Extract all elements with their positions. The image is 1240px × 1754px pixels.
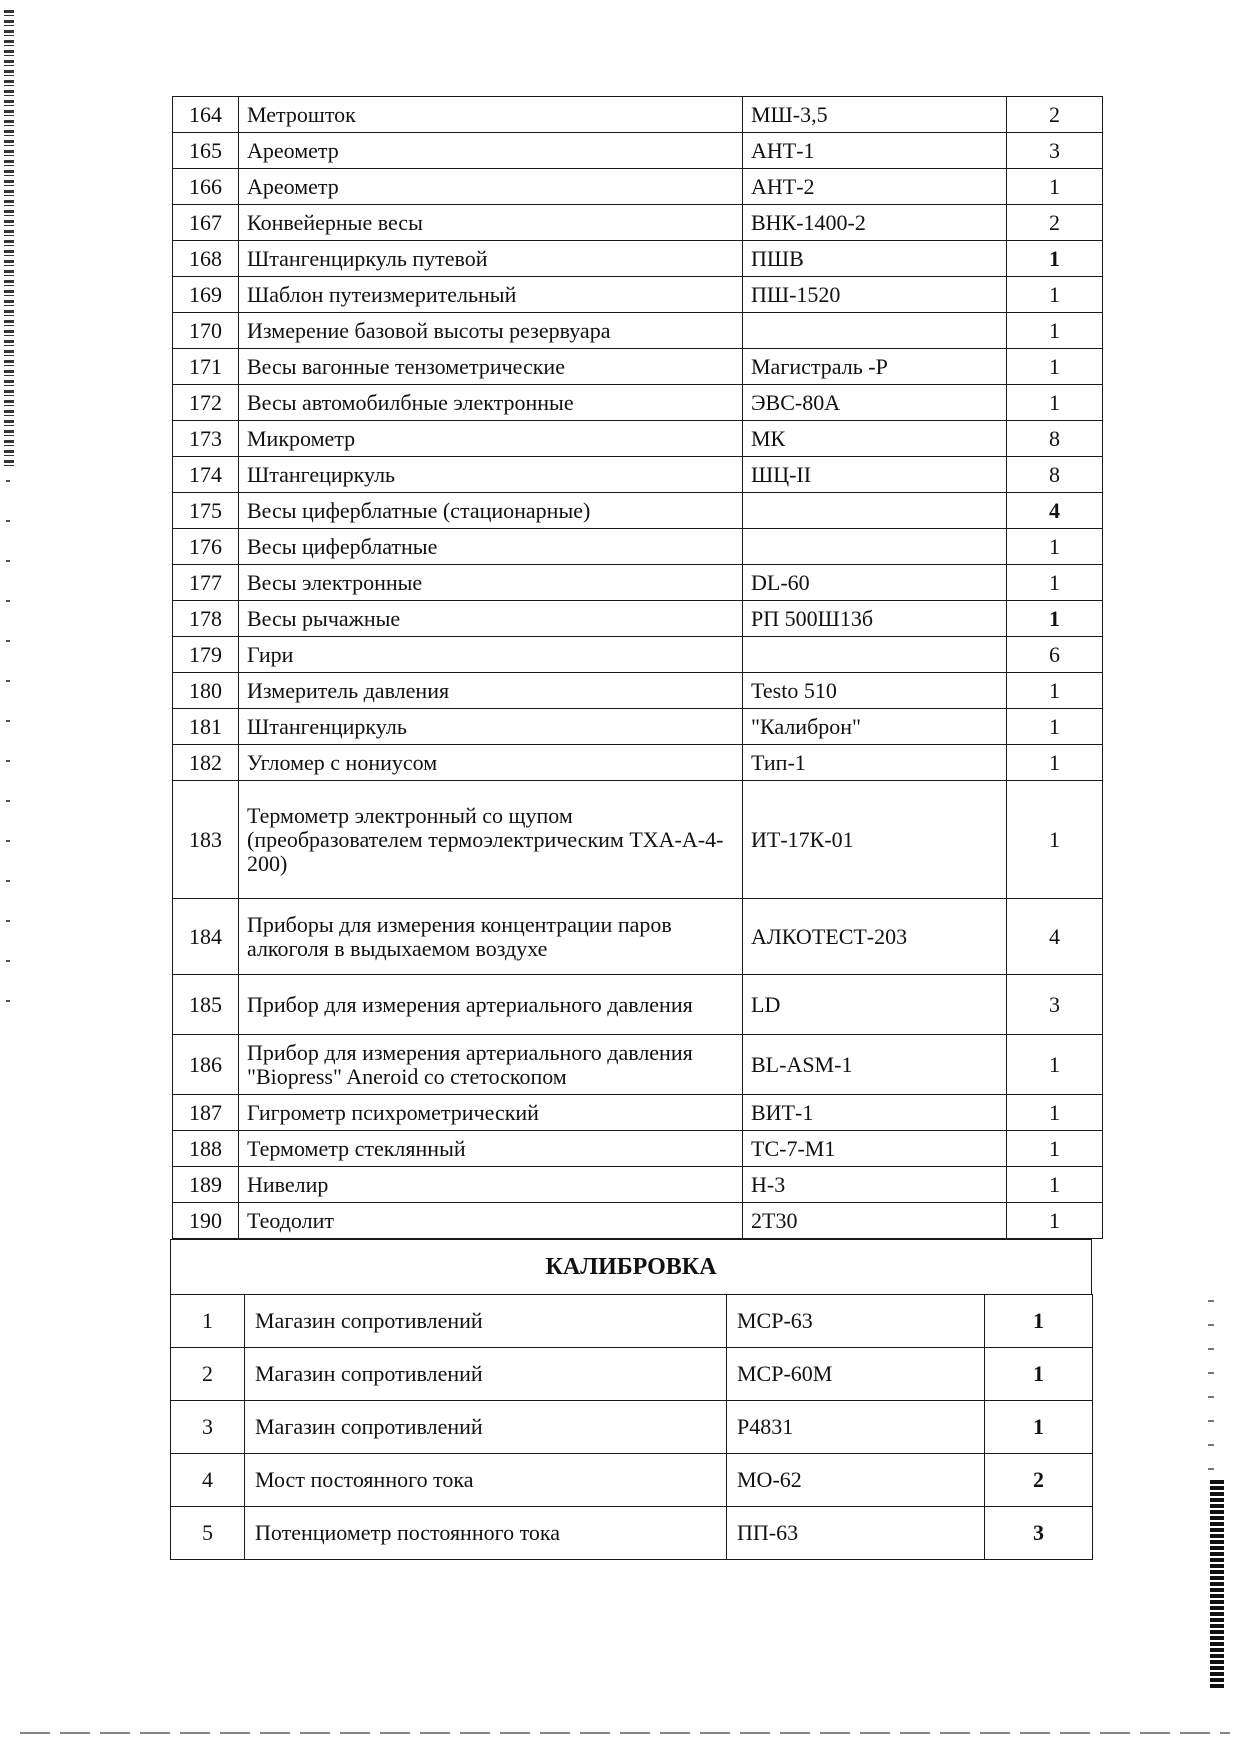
item-name: Магазин сопротивлений xyxy=(245,1348,727,1401)
row-number: 186 xyxy=(173,1035,239,1095)
item-name: Весы рычажные xyxy=(239,601,743,637)
row-number: 1 xyxy=(171,1295,245,1348)
item-name: Штангенциркуль путевой xyxy=(239,241,743,277)
item-type: ВНК-1400-2 xyxy=(743,205,1007,241)
item-quantity: 1 xyxy=(1007,1167,1103,1203)
table-row xyxy=(173,899,1103,975)
table-row xyxy=(173,709,1103,745)
item-type: BL-ASM-1 xyxy=(743,1035,1007,1095)
item-quantity: 3 xyxy=(985,1507,1093,1560)
table-row xyxy=(173,169,1103,205)
row-number: 188 xyxy=(173,1131,239,1167)
item-name: Шаблон путеизмерительный xyxy=(239,277,743,313)
row-number: 3 xyxy=(171,1401,245,1454)
table-row xyxy=(173,565,1103,601)
item-name: Мост постоянного тока xyxy=(245,1454,727,1507)
table-row xyxy=(173,529,1103,565)
item-name: Гигрометр психрометрический xyxy=(239,1095,743,1131)
item-quantity: 1 xyxy=(985,1401,1093,1454)
item-quantity: 8 xyxy=(1007,457,1103,493)
item-quantity: 1 xyxy=(1007,1203,1103,1239)
table-row xyxy=(173,421,1103,457)
item-quantity: 1 xyxy=(1007,781,1103,899)
item-quantity: 8 xyxy=(1007,421,1103,457)
table-row xyxy=(173,205,1103,241)
row-number: 171 xyxy=(173,349,239,385)
item-name: Весы электронные xyxy=(239,565,743,601)
item-quantity: 1 xyxy=(985,1295,1093,1348)
item-name: Весы циферблатные (стационарные) xyxy=(239,493,743,529)
scan-edge-marks xyxy=(4,10,14,470)
equipment-table xyxy=(172,96,1103,1239)
row-number: 187 xyxy=(173,1095,239,1131)
item-name: Конвейерные весы xyxy=(239,205,743,241)
item-name: Ареометр xyxy=(239,133,743,169)
item-name: Прибор для измерения артериального давления "Biopress" Aneroid со стетоскопом xyxy=(239,1035,743,1095)
row-number: 177 xyxy=(173,565,239,601)
item-type: LD xyxy=(743,975,1007,1035)
table-row xyxy=(173,457,1103,493)
row-number: 184 xyxy=(173,899,239,975)
item-type: ЭВС-80А xyxy=(743,385,1007,421)
table-row xyxy=(173,1095,1103,1131)
item-name: Приборы для измерения концентрации паров алкоголя в выдыхаемом воздухе xyxy=(239,899,743,975)
table-row xyxy=(173,1131,1103,1167)
item-quantity: 3 xyxy=(1007,133,1103,169)
row-number: 185 xyxy=(173,975,239,1035)
table-row xyxy=(173,1167,1103,1203)
scan-bottom-line xyxy=(20,1732,1230,1734)
row-number: 5 xyxy=(171,1507,245,1560)
table-row xyxy=(173,385,1103,421)
item-type: ВИТ-1 xyxy=(743,1095,1007,1131)
row-number: 2 xyxy=(171,1348,245,1401)
item-type xyxy=(743,313,1007,349)
item-quantity: 3 xyxy=(1007,975,1103,1035)
item-quantity: 1 xyxy=(1007,601,1103,637)
item-quantity: 1 xyxy=(985,1348,1093,1401)
item-name: Термометр стеклянный xyxy=(239,1131,743,1167)
item-type: ПШВ xyxy=(743,241,1007,277)
item-quantity: 2 xyxy=(985,1454,1093,1507)
item-name: Магазин сопротивлений xyxy=(245,1401,727,1454)
item-type: АНТ-1 xyxy=(743,133,1007,169)
calibration-table xyxy=(170,1294,1093,1560)
row-number: 174 xyxy=(173,457,239,493)
item-quantity: 1 xyxy=(1007,745,1103,781)
table-row xyxy=(173,601,1103,637)
item-type: Магистраль -Р xyxy=(743,349,1007,385)
item-name: Метрошток xyxy=(239,97,743,133)
item-name: Термометр электронный со щупом (преобразователем термоэлектрическим ТХА-А-4-200) xyxy=(239,781,743,899)
item-quantity: 1 xyxy=(1007,313,1103,349)
row-number: 176 xyxy=(173,529,239,565)
row-number: 179 xyxy=(173,637,239,673)
table-row xyxy=(171,1454,1093,1507)
table-row xyxy=(173,97,1103,133)
item-quantity: 6 xyxy=(1007,637,1103,673)
item-name: Весы автомобилбные электронные xyxy=(239,385,743,421)
item-type: ПП-63 xyxy=(727,1507,985,1560)
item-type: МШ-3,5 xyxy=(743,97,1007,133)
item-type: Testo 510 xyxy=(743,673,1007,709)
scan-right-bar xyxy=(1210,1480,1224,1690)
table-row xyxy=(173,1203,1103,1239)
row-number: 172 xyxy=(173,385,239,421)
item-quantity: 2 xyxy=(1007,205,1103,241)
item-type: ШЦ-II xyxy=(743,457,1007,493)
row-number: 190 xyxy=(173,1203,239,1239)
row-number: 181 xyxy=(173,709,239,745)
item-type xyxy=(743,529,1007,565)
item-name: Нивелир xyxy=(239,1167,743,1203)
table-row xyxy=(173,493,1103,529)
row-number: 178 xyxy=(173,601,239,637)
item-type: "Калиброн" xyxy=(743,709,1007,745)
item-quantity: 1 xyxy=(1007,349,1103,385)
item-type: РП 500Ш13б xyxy=(743,601,1007,637)
table-row xyxy=(173,1035,1103,1095)
table-row xyxy=(171,1348,1093,1401)
row-number: 166 xyxy=(173,169,239,205)
table-row xyxy=(173,277,1103,313)
item-type: ТС-7-М1 xyxy=(743,1131,1007,1167)
row-number: 165 xyxy=(173,133,239,169)
item-name: Гири xyxy=(239,637,743,673)
table-row xyxy=(173,349,1103,385)
item-type: МСР-63 xyxy=(727,1295,985,1348)
row-number: 168 xyxy=(173,241,239,277)
calibration-table-body xyxy=(171,1295,1093,1560)
table-row xyxy=(173,313,1103,349)
row-number: 180 xyxy=(173,673,239,709)
item-name: Штангециркуль xyxy=(239,457,743,493)
item-name: Штангенциркуль xyxy=(239,709,743,745)
item-quantity: 1 xyxy=(1007,1131,1103,1167)
item-name: Теодолит xyxy=(239,1203,743,1239)
item-type: АЛКОТЕСТ-203 xyxy=(743,899,1007,975)
item-name: Микрометр xyxy=(239,421,743,457)
item-quantity: 1 xyxy=(1007,241,1103,277)
item-quantity: 2 xyxy=(1007,97,1103,133)
item-type: ИТ-17К-01 xyxy=(743,781,1007,899)
item-quantity: 1 xyxy=(1007,277,1103,313)
item-quantity: 1 xyxy=(1007,565,1103,601)
item-type: МК xyxy=(743,421,1007,457)
item-quantity: 1 xyxy=(1007,385,1103,421)
scan-right-marks xyxy=(1208,1300,1214,1480)
table-row xyxy=(173,975,1103,1035)
item-type xyxy=(743,493,1007,529)
row-number: 167 xyxy=(173,205,239,241)
table-row xyxy=(173,637,1103,673)
row-number: 189 xyxy=(173,1167,239,1203)
table-row xyxy=(173,241,1103,277)
item-quantity: 4 xyxy=(1007,493,1103,529)
item-name: Измеритель давления xyxy=(239,673,743,709)
scan-edge-marks-lower xyxy=(6,480,10,1040)
item-type: Н-3 xyxy=(743,1167,1007,1203)
item-type: ПШ-1520 xyxy=(743,277,1007,313)
item-quantity: 1 xyxy=(1007,1035,1103,1095)
table-row xyxy=(171,1507,1093,1560)
row-number: 170 xyxy=(173,313,239,349)
section-title-calibration: КАЛИБРОВКА xyxy=(170,1239,1092,1294)
item-name: Измерение базовой высоты резервуара xyxy=(239,313,743,349)
item-name: Прибор для измерения артериального давления xyxy=(239,975,743,1035)
item-type: Р4831 xyxy=(727,1401,985,1454)
row-number: 183 xyxy=(173,781,239,899)
row-number: 164 xyxy=(173,97,239,133)
table-row xyxy=(173,745,1103,781)
table-row xyxy=(171,1295,1093,1348)
item-quantity: 1 xyxy=(1007,709,1103,745)
item-quantity: 1 xyxy=(1007,1095,1103,1131)
item-quantity: 1 xyxy=(1007,673,1103,709)
item-name: Магазин сопротивлений xyxy=(245,1295,727,1348)
item-name: Угломер с нониусом xyxy=(239,745,743,781)
item-type xyxy=(743,637,1007,673)
row-number: 4 xyxy=(171,1454,245,1507)
item-name: Ареометр xyxy=(239,169,743,205)
item-name: Потенциометр постоянного тока xyxy=(245,1507,727,1560)
item-type: Тип-1 xyxy=(743,745,1007,781)
item-type: 2Т30 xyxy=(743,1203,1007,1239)
item-type: МСР-60М xyxy=(727,1348,985,1401)
item-type: МО-62 xyxy=(727,1454,985,1507)
table-row xyxy=(173,781,1103,899)
row-number: 169 xyxy=(173,277,239,313)
row-number: 182 xyxy=(173,745,239,781)
item-name: Весы вагонные тензометрические xyxy=(239,349,743,385)
row-number: 175 xyxy=(173,493,239,529)
row-number: 173 xyxy=(173,421,239,457)
item-quantity: 1 xyxy=(1007,529,1103,565)
item-type: АНТ-2 xyxy=(743,169,1007,205)
item-type: DL-60 xyxy=(743,565,1007,601)
item-quantity: 1 xyxy=(1007,169,1103,205)
equipment-table-body xyxy=(173,97,1103,1239)
table-row xyxy=(173,133,1103,169)
table-row xyxy=(171,1401,1093,1454)
item-name: Весы циферблатные xyxy=(239,529,743,565)
table-row xyxy=(173,673,1103,709)
item-quantity: 4 xyxy=(1007,899,1103,975)
